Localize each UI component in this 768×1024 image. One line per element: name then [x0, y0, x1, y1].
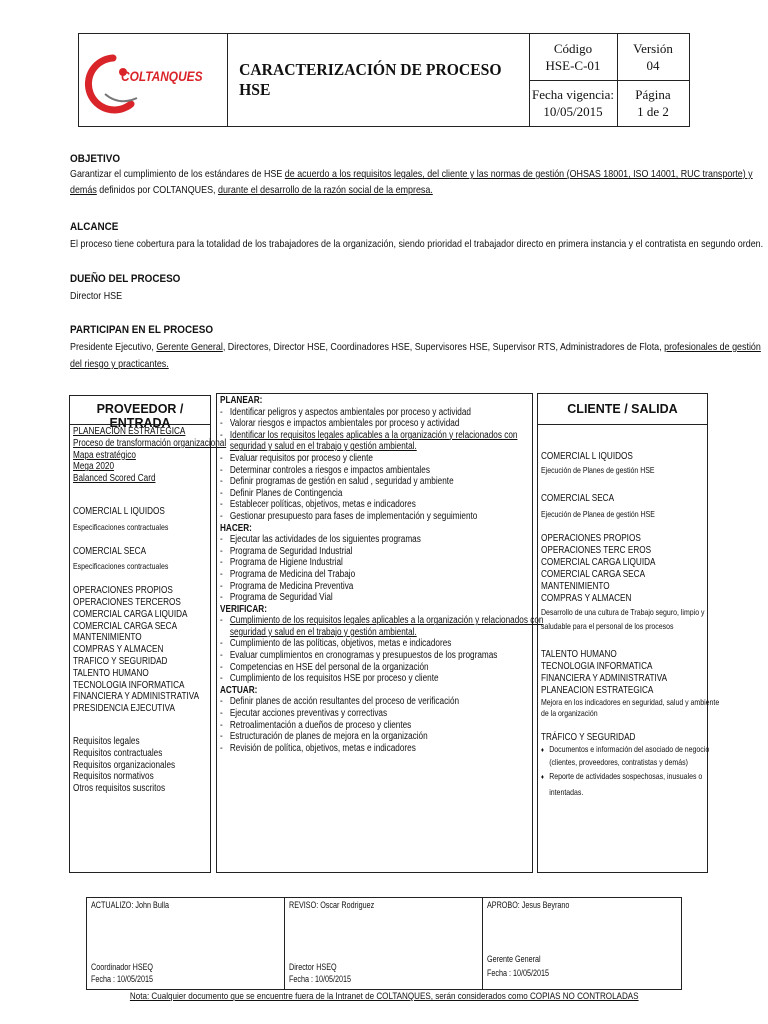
- cliente-bullet-1: ♦ Documentos e información del asociado de negocio: [541, 744, 719, 757]
- planear-item: - Identificar peligros y aspectos ambientales por proceso y actividad: [220, 407, 543, 419]
- pagina-label: Página: [635, 87, 671, 102]
- participan-text-1a: Presidente Ejecutivo,: [70, 341, 157, 353]
- cliente-ejec-1: Ejecución de Planes de gestión HSE: [541, 465, 655, 475]
- cliente-bullet-2: ♦ Reporte de actividades sospechosas, inusuales o: [541, 771, 719, 784]
- hacer-item: - Ejecutar las actividades de los siguientes programas: [220, 534, 543, 546]
- participan-line-2: del riesgo y practicantes.: [70, 358, 169, 370]
- signature-actualizo: [87, 898, 285, 989]
- phva-box: [216, 393, 544, 873]
- objetivo-text-2a: demás: [70, 184, 97, 196]
- participan-text-1b: Gerente General: [156, 341, 223, 353]
- cliente-bullet-1-cont: (clientes, proveedores, contratistas y demás): [549, 756, 688, 767]
- proveedor-requisito: Requisitos legales: [73, 735, 140, 747]
- verificar-heading: VERIFICAR:: [220, 603, 267, 615]
- planear-heading: PLANEAR:: [220, 395, 263, 406]
- cliente-desarrollo-2: saludable para el personal de los procesos: [541, 620, 674, 631]
- proveedor-area: OPERACIONES TERCEROS: [73, 596, 181, 608]
- proveedor-requisito: Requisitos contractuales: [73, 747, 163, 759]
- actuar-item: - Revisión de política, objetivos, metas e indicadores: [220, 743, 543, 755]
- proveedor-area: TALENTO HUMANO: [73, 667, 149, 679]
- cliente-box: [537, 425, 720, 873]
- planear-item: - Evaluar requisitos por proceso y cliente: [220, 453, 543, 465]
- verificar-item-cont: seguridad y salud en el trabajo y gestión ambiental.: [229, 626, 417, 638]
- logo-cell: [79, 34, 228, 126]
- hacer-heading: HACER:: [220, 522, 252, 534]
- aprobo-label: APROBO: Jesus Beyrano: [487, 900, 570, 910]
- reviso-label: REVISO: Oscar Rodriguez: [289, 900, 375, 910]
- cliente-area: TALENTO HUMANO: [541, 649, 617, 660]
- fecha-value: 10/05/2015: [543, 104, 603, 119]
- proveedor-esp-2: Especificaciones contractuales: [73, 561, 169, 572]
- objetivo-text-1a: Garantizar el cumplimiento de los estándares de HSE: [70, 168, 285, 180]
- cliente-area: COMERCIAL CARGA LIQUIDA: [541, 557, 656, 568]
- proveedor-plan-item: Mega 2020: [73, 461, 115, 473]
- planear-item: - Valorar riesgos e impactos ambientales por proceso y actividad: [220, 418, 543, 430]
- proveedor-title: PROVEEDOR / ENTRADA: [96, 402, 184, 430]
- fecha-cell: [529, 80, 618, 126]
- verificar-item: - Cumplimiento de las políticas, objetivos, metas e indicadores: [220, 638, 543, 650]
- verificar-item: - Cumplimiento de los requisitos legales aplicables a la organización y relacionados con: [220, 615, 543, 627]
- verificar-item: - Evaluar cumplimientos en cronogramas y presupuestos de los programas: [220, 650, 543, 662]
- proveedor-requisito: Requisitos organizacionales: [73, 759, 176, 771]
- objetivo-text-1b: de acuerdo a los requisitos legales, del cliente y las normas de gestión (OHSAS 18001, ISO 14001, RUC transporte) y: [284, 168, 753, 180]
- aprobo-fecha: Fecha : 10/05/2015: [487, 968, 550, 978]
- version-cell: [617, 34, 689, 81]
- cliente-desarrollo-1: Desarrollo de una cultura de Trabajo seguro, limpio y: [541, 607, 705, 617]
- document-title: CARACTERIZACIÓN DE PROCESO HSE: [239, 60, 502, 99]
- objetivo-text-2c: durante el desarrollo de la razón social de la empresa.: [217, 184, 433, 196]
- phva-content: [220, 395, 543, 754]
- participan-line-1: [70, 340, 761, 355]
- codigo-label: Código: [553, 41, 593, 56]
- aprobo-cargo: Gerente General: [487, 954, 541, 964]
- proveedor-plan-item: Mapa estratégico: [73, 449, 136, 461]
- codigo-cell: [529, 34, 618, 81]
- actualizo-cargo: Coordinador HSEQ: [91, 962, 154, 972]
- cliente-title-box: [537, 393, 708, 425]
- version-label: Versión: [633, 41, 673, 56]
- cliente-mejora-1: Mejora en los indicadores en seguridad, salud y ambiente: [541, 697, 720, 707]
- title-cell: [227, 34, 530, 126]
- alcance-text: El proceso tiene cobertura para la totalidad de los trabajadores de la organización, siendo prioridad el trabajador directo en primera instancia y el contratista en segundo orden.: [70, 238, 764, 250]
- cliente-ejec-2: Ejecución de Planea de gestión HSE: [541, 508, 655, 519]
- cliente-comercial-seca: COMERCIAL SECA: [541, 492, 615, 504]
- participan-heading: PARTICIPAN EN EL PROCESO: [70, 324, 214, 336]
- cliente-mejora-2: de la organización: [541, 707, 598, 718]
- proveedor-area: FINANCIERA Y ADMINISTRATIVA: [73, 691, 200, 703]
- proveedor-area: TRAFICO Y SEGURIDAD: [73, 655, 168, 667]
- nota-copias: [0, 991, 768, 1002]
- proveedor-requisito: Otros requisitos suscritos: [73, 783, 166, 795]
- planear-item: - Definir programas de gestión en salud , seguridad y ambiente: [220, 476, 543, 488]
- proveedor-comercial-liquidos: COMERCIAL L IQUIDOS: [73, 505, 165, 517]
- proveedor-box: [69, 425, 227, 873]
- proveedor-area: PRESIDENCIA EJECUTIVA: [73, 703, 175, 715]
- reviso-cargo: Director HSEQ: [289, 962, 337, 972]
- cliente-comercial-liquidos: COMERCIAL L IQUIDOS: [541, 451, 633, 462]
- dueno-text: Director HSE: [70, 290, 123, 302]
- document-header: [78, 33, 690, 127]
- proveedor-plan-item: Proceso de transformación organizacional: [73, 437, 227, 449]
- proveedor-area: COMERCIAL CARGA SECA: [73, 620, 178, 632]
- proveedor-planeacion: PLANEACION ESTRATEGICA: [73, 426, 186, 437]
- objetivo-heading: OBJETIVO: [70, 153, 121, 165]
- hacer-item: - Programa de Higiene Industrial: [220, 557, 543, 569]
- objetivo-line-1: [70, 167, 753, 182]
- planear-item-cont: seguridad y salud en el trabajo y gestión ambiental.: [229, 441, 417, 453]
- cliente-area: COMERCIAL CARGA SECA: [541, 569, 646, 580]
- cliente-bullet-2-cont: intentadas.: [549, 786, 584, 797]
- objetivo-line-2: [70, 183, 433, 198]
- cliente-trafico: TRÁFICO Y SEGURIDAD: [541, 732, 636, 743]
- signature-table: [86, 897, 682, 990]
- proveedor-area: COMERCIAL CARGA LIQUIDA: [73, 608, 188, 620]
- proveedor-area: TECNOLOGIA INFORMATICA: [73, 679, 185, 691]
- proveedor-area: OPERACIONES PROPIOS: [73, 585, 173, 597]
- signature-aprobo: [483, 898, 681, 989]
- actuar-item: - Estructuración de planes de mejora en la organización: [220, 731, 543, 743]
- planear-item: - Identificar los requisitos legales aplicables a la organización y relacionados con: [220, 430, 543, 442]
- cliente-area: COMPRAS Y ALMACEN: [541, 593, 632, 604]
- fecha-label: Fecha vigencia:: [532, 87, 614, 102]
- hacer-item: - Programa de Medicina Preventiva: [220, 581, 543, 593]
- planear-item: - Determinar controles a riesgos e impactos ambientales: [220, 465, 543, 477]
- actualizo-fecha: Fecha : 10/05/2015: [91, 974, 154, 984]
- version-value: 04: [646, 58, 660, 73]
- cliente-area: PLANEACION ESTRATEGICA: [541, 685, 654, 696]
- hacer-item: - Programa de Medicina del Trabajo: [220, 569, 543, 581]
- alcance-heading: ALCANCE: [70, 221, 119, 233]
- proveedor-requisito: Requisitos normativos: [73, 771, 154, 783]
- proveedor-esp-1: Especificaciones contractuales: [73, 521, 169, 532]
- planear-item: - Definir Planes de Contingencia: [220, 488, 543, 500]
- pagina-cell: [617, 80, 689, 126]
- actuar-item: - Retroalimentación a dueños de proceso y clientes: [220, 720, 543, 732]
- actuar-heading: ACTUAR:: [220, 684, 258, 696]
- reviso-fecha: Fecha : 10/05/2015: [289, 974, 352, 984]
- dueno-heading: DUEÑO DEL PROCESO: [70, 273, 181, 285]
- cliente-area: FINANCIERA Y ADMINISTRATIVA: [541, 673, 668, 684]
- cliente-area: TECNOLOGIA INFORMATICA: [541, 661, 653, 672]
- proveedor-area: MANTENIMIENTO: [73, 632, 142, 644]
- cliente-content: [541, 451, 719, 797]
- proveedor-comercial-seca: COMERCIAL SECA: [73, 545, 147, 557]
- verificar-item: - Competencias en HSE del personal de la organización: [220, 662, 543, 674]
- participan-text-1d: profesionales de gestión: [664, 341, 761, 353]
- cliente-area: OPERACIONES TERC EROS: [541, 545, 652, 556]
- participan-text-1c: , Directores, Director HSE, Coordinadores HSE, Supervisores HSE, Supervisor RTS, Administradores de Flota,: [222, 341, 665, 353]
- actuar-item: - Definir planes de acción resultantes del proceso de verificación: [220, 696, 543, 708]
- actuar-item: - Ejecutar acciones preventivas y correctivas: [220, 708, 543, 720]
- proveedor-area: COMPRAS Y ALMACEN: [73, 644, 164, 656]
- cliente-area: MANTENIMIENTO: [541, 581, 610, 592]
- codigo-value: HSE-C-01: [545, 58, 601, 73]
- objetivo-text-2b: definidos por COLTANQUES,: [96, 184, 218, 196]
- proveedor-content: [73, 426, 226, 795]
- logo-text: COLTANQUES: [121, 68, 203, 84]
- planear-item: - Gestionar presupuesto para fases de implementación y seguimiento: [220, 511, 543, 523]
- proveedor-plan-item: Balanced Scored Card: [73, 473, 156, 485]
- hacer-item: - Programa de Seguridad Vial: [220, 592, 543, 604]
- cliente-area: OPERACIONES PROPIOS: [541, 533, 641, 544]
- verificar-item: - Cumplimiento de los requisitos HSE por proceso y cliente: [220, 673, 543, 685]
- signature-reviso: [285, 898, 483, 989]
- hacer-item: - Programa de Seguridad Industrial: [220, 546, 543, 558]
- cliente-title: CLIENTE / SALIDA: [567, 402, 678, 416]
- planear-item: - Establecer políticas, objetivos, metas e indicadores: [220, 499, 543, 511]
- actualizo-label: ACTUALIZO: John Bulla: [91, 900, 170, 910]
- nota-text: Nota: Cualquier documento que se encuentre fuera de la Intranet de COLTANQUES, serán considerados como COPIAS NO CONTROLADAS: [129, 991, 639, 1002]
- pagina-value: 1 de 2: [637, 104, 669, 119]
- proveedor-title-box: [69, 395, 211, 430]
